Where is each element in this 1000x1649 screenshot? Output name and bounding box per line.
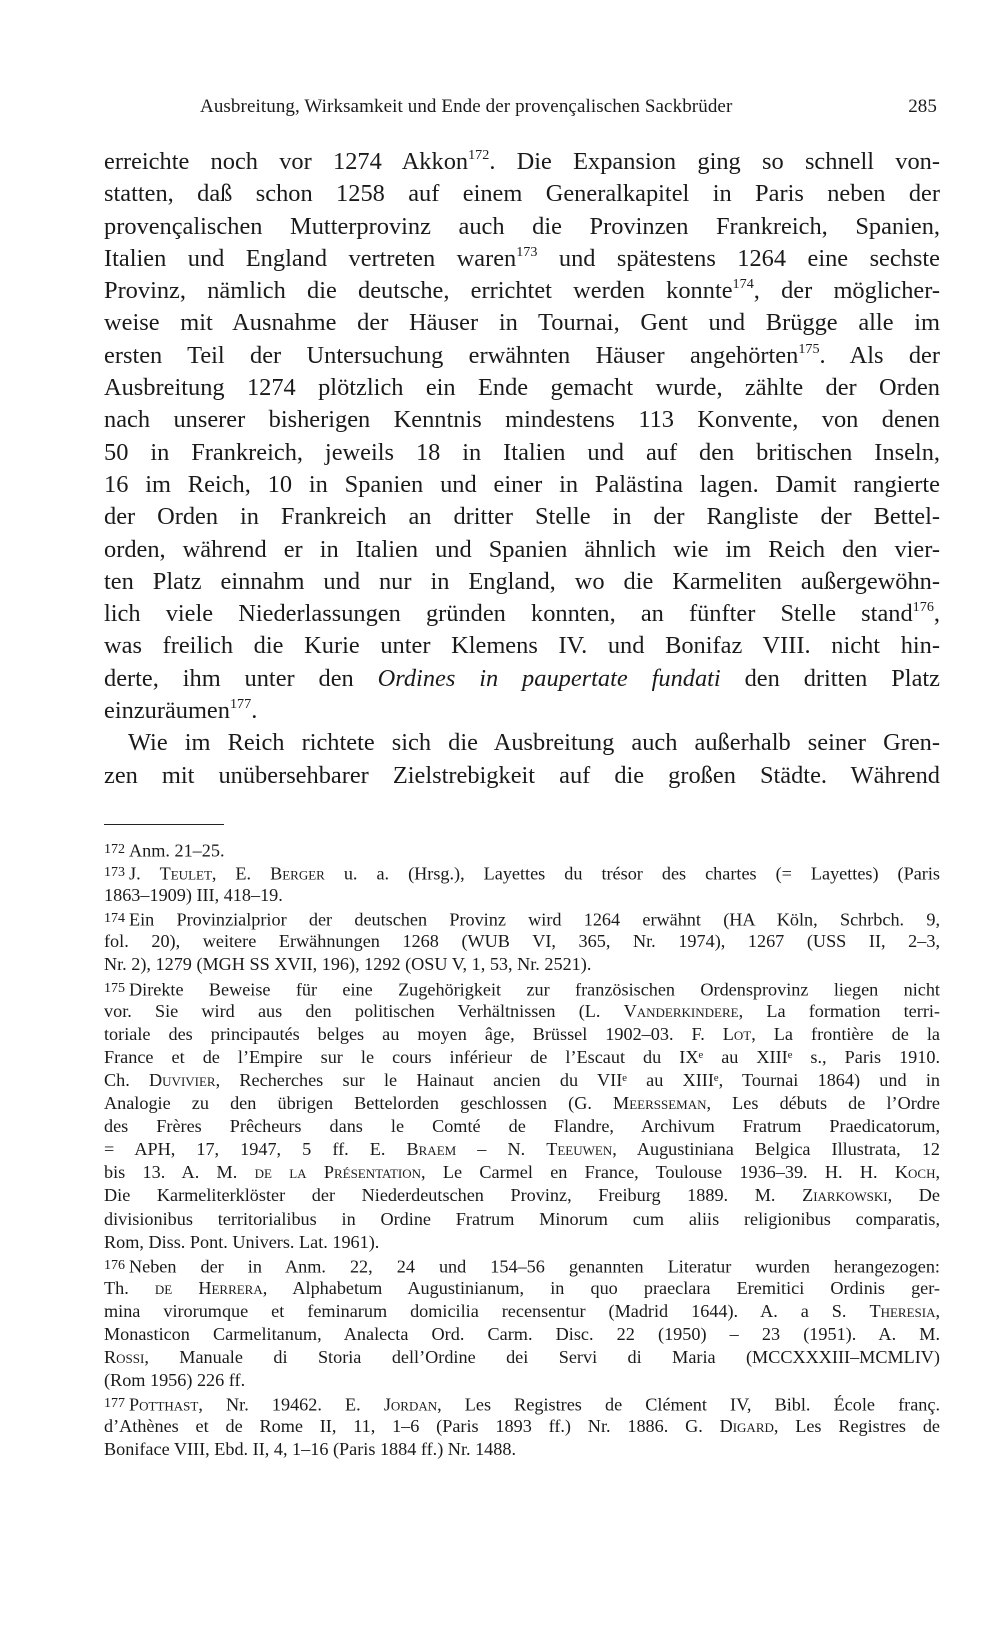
footnote-175: 175 Direkte Beweise für eine Zugehörigkeit zur französischen Ordensprovinz liegen nicht	[104, 979, 940, 1000]
text-line: 16 im Reich, 10 in Spanien und einer in Palästina lagen. Damit rangierte	[104, 470, 940, 498]
footnote-number: 172	[104, 842, 125, 857]
text-line: provençalischen Mutterprovinz auch die Provinzen Frankreich, Spanien,	[104, 212, 940, 240]
text-line: erreichte noch vor 1274 Akkon$^{172}$. Die Expansion ging so schnell von-	[104, 146, 940, 175]
text-line: nach unserer bisherigen Kenntnis mindestens 113 Konvente, von denen	[104, 406, 940, 434]
footnote-ref[interactable]: 175	[798, 340, 820, 357]
footnote-line: divisionibus territorialibus in Ordine Fratrum Minorum cum aliis religionibus comparatis,	[104, 1208, 940, 1229]
page-number: 285	[908, 96, 937, 117]
footnote-line: = APH, 17, 1947, 5 ff. E. Braem – N. Teeuwen, Augustiniana Belgica Illustrata, 12	[104, 1139, 941, 1160]
text-line: der Orden in Frankreich an dritter Stelle in der Rangliste der Bettel-	[104, 503, 940, 531]
footnote-number: 177	[104, 1396, 125, 1412]
footnote-number: 173	[104, 865, 125, 881]
footnote-line: Monasticon Carmelitanum, Analecta Ord. Carm. Disc. 22 (1950) – 23 (1951). A. M.	[104, 1323, 940, 1344]
footnote-number: 175	[104, 980, 125, 996]
text-line: was freilich die Kurie unter Klemens IV. und Bonifaz VIII. nicht hin-	[104, 632, 940, 660]
text-line: derte, ihm unter den Ordines in paupertate fundati den dritten Platz	[104, 664, 941, 692]
text-line: ten Platz einnahm und nur in England, wo die Karmeliten außergewöhn-	[104, 567, 940, 595]
footnote-174: 174 Ein Provinzialprior der deutschen Provinz wird 1264 erwähnt (HA Köln, Schrbch. 9,	[104, 909, 940, 930]
footnote-line: Analogie zu den übrigen Bettelorden geschlossen (G. Meersseman, Les débuts de l’Ordre	[104, 1093, 940, 1114]
footnote-line: Rom, Diss. Pont. Univers. Lat. 1961).	[104, 1231, 380, 1252]
footnote-separator	[104, 824, 224, 825]
text-line: einzuräumen$^{177}$.	[104, 695, 258, 725]
text-line: statten, daß schon 1258 auf einem Generalkapitel in Paris neben der	[104, 180, 940, 208]
main-text	[104, 146, 940, 792]
text-line: lich viele Niederlassungen gründen konnten, an fünfter Stelle stand$^{176}$,	[104, 598, 940, 628]
footnote-line: fol. 20), weitere Erwähnungen 1268 (WUB VI, 365, Nr. 1974), 1267 (USS II, 2–3,	[104, 931, 940, 952]
running-header	[200, 96, 937, 126]
footnote-line: Rossi, Manuale di Storia dell’Ordine dei Servi di Maria (MCCXXXIII–MCMLIV)	[104, 1347, 940, 1368]
footnote-ref[interactable]: 174	[732, 276, 754, 292]
footnote-line: 1863–1909) III, 418–19.	[104, 885, 283, 906]
text-line: 50 in Frankreich, jeweils 18 in Italien und auf den britischen Inseln,	[104, 438, 940, 466]
text-line: zen mit unübersehbarer Zielstrebigkeit auf die großen Städte. Während	[104, 761, 940, 789]
italic-phrase: Ordines in paupertate fundati	[377, 664, 721, 692]
footnote-line: mina virorumque et feminarum domicilia recensentur (Madrid 1644). A. a S. Theresia,	[104, 1300, 940, 1321]
footnote-line: vor. Sie wird aus den politischen Verhältnissen (L. Vanderkindere, La formation terri-	[104, 1000, 940, 1021]
footnote-line: toriale des principautés belges au moyen âge, Brüssel 1902–03. F. Lot, La frontière de la	[104, 1023, 940, 1044]
footnote-ref[interactable]: 173	[516, 243, 538, 260]
footnote-ref[interactable]: 177	[229, 695, 252, 712]
footnote-line: Th. de Herrera, Alphabetum Augustinianum, in quo praeclara Eremitici Ordinis ger-	[104, 1277, 940, 1298]
footnote-number: 174	[104, 911, 125, 927]
footnote-line: Ch. Duvivier, Recherches sur le Hainaut ancien du VIIᵉ au XIIIᵉ, Tournai 1864) und in	[104, 1069, 940, 1090]
footnote-line: (Rom 1956) 226 ff.	[104, 1370, 246, 1391]
footnote-176: 176 Neben der in Anm. 22, 24 und 154–56 genannten Literatur wurden herangezogen:	[104, 1256, 940, 1277]
footnote-number: 176	[104, 1257, 125, 1273]
footnote-ref[interactable]: 176	[912, 598, 934, 615]
footnote-line: d’Athènes et de Rome II, 11, 1–6 (Paris 1893 ff.) Nr. 1886. G. Digard, Les Registres de	[104, 1416, 940, 1437]
text-line: weise mit Ausnahme der Häuser in Tournai, Gent und Brügge alle im	[104, 309, 940, 337]
footnotes	[104, 838, 940, 1462]
text-line: Provinz, nämlich die deutsche, errichtet werden konnte$^{174}$, der möglicher-	[104, 276, 940, 305]
footnote-ref[interactable]: 172	[468, 146, 490, 163]
footnote-line: bis 13. A. M. de la Présentation, Le Carmel en France, Toulouse 1936–39. H. H. Koch,	[104, 1162, 941, 1183]
footnote-line: Die Karmeliterklöster der Niederdeutschen Provinz, Freiburg 1889. M. Ziarkowski, De	[104, 1185, 940, 1206]
text-line: Italien und England vertreten waren$^{173}$ und spätestens 1264 eine sechste	[104, 243, 940, 272]
footnote-line: Nr. 2), 1279 (MGH SS XVII, 196), 1292 (OSU V, 1, 53, Nr. 2521).	[104, 954, 592, 975]
footnote-line: Boniface VIII, Ebd. II, 4, 1–16 (Paris 1884 ff.) Nr. 1488.	[104, 1439, 517, 1460]
footnote-line: France et de l’Empire sur le cours inférieur de l’Escaut du IXᵉ au XIIIᵉ s., Paris 1910.	[104, 1046, 940, 1067]
text-line: Ausbreitung 1274 plötzlich ein Ende gemacht wurde, zählte der Orden	[104, 374, 940, 402]
running-title: Ausbreitung, Wirksamkeit und Ende der provençalischen Sackbrüder	[200, 96, 733, 117]
footnote-line: des Frères Prêcheurs dans le Comté de Flandre, Archivum Fratrum Praedicatorum,	[104, 1116, 940, 1137]
text-line: orden, während er in Italien und Spanien ähnlich wie im Reich den vier-	[104, 535, 940, 563]
footnote-173: 173 J. Teulet, E. Berger u. a. (Hrsg.), Layettes du trésor des chartes (= Layettes) (Paris	[104, 863, 940, 884]
footnote-172: 172 Anm. 21–25.	[104, 840, 225, 861]
text-line: Wie im Reich richtete sich die Ausbreitung auch außerhalb seiner Gren-	[128, 729, 940, 757]
footnote-177: 177 Potthast, Nr. 19462. E. Jordan, Les Registres de Clément IV, Bibl. École franç.	[104, 1394, 940, 1415]
text-line: ersten Teil der Untersuchung erwähnten Häuser angehörten$^{175}$. Als der	[104, 340, 940, 369]
